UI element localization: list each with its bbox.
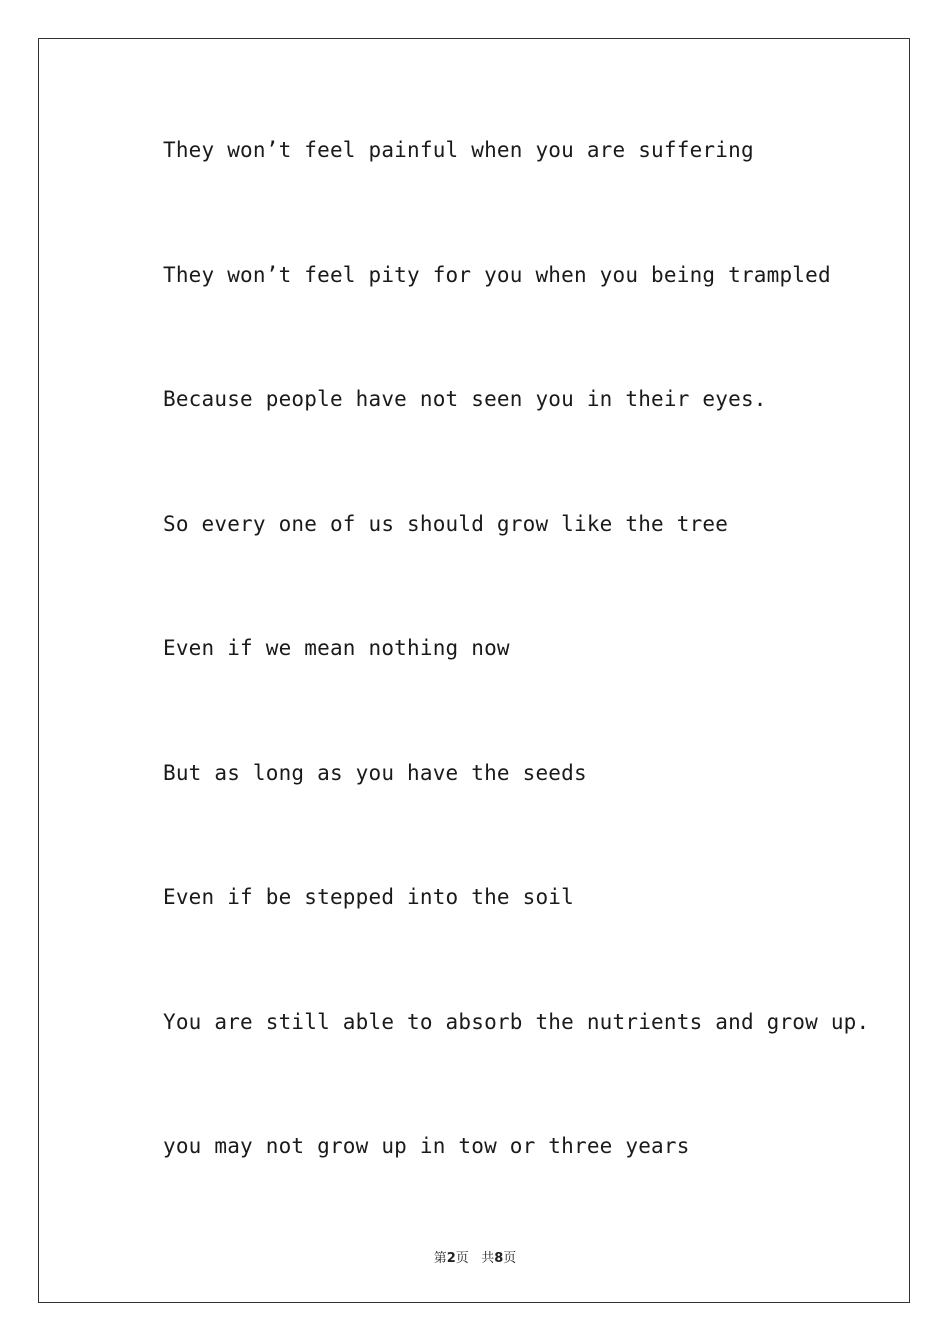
text-line-8: You are still able to absorb the nutrients and grow up.	[163, 1010, 870, 1034]
page-number: 2	[446, 1251, 456, 1266]
text-line-1: They won’t feel painful when you are suffering	[163, 138, 754, 162]
page-suffix: 页	[455, 1251, 469, 1266]
text-line-6: But as long as you have the seeds	[163, 761, 587, 785]
text-line-4: So every one of us should grow like the tree	[163, 512, 729, 536]
page-prefix: 第	[433, 1251, 447, 1266]
total-pages: 8	[494, 1251, 504, 1266]
total-suffix: 页	[503, 1251, 517, 1266]
text-line-3: Because people have not seen you in their eyes.	[163, 387, 767, 411]
text-line-5: Even if we mean nothing now	[163, 636, 510, 660]
page-frame	[38, 38, 910, 1303]
text-line-7: Even if be stepped into the soil	[163, 885, 574, 909]
text-line-2: They won’t feel pity for you when you being trampled	[163, 263, 831, 287]
total-prefix: 共	[481, 1251, 495, 1266]
text-line-9: you may not grow up in tow or three years	[163, 1134, 690, 1158]
page-footer	[0, 1247, 950, 1266]
